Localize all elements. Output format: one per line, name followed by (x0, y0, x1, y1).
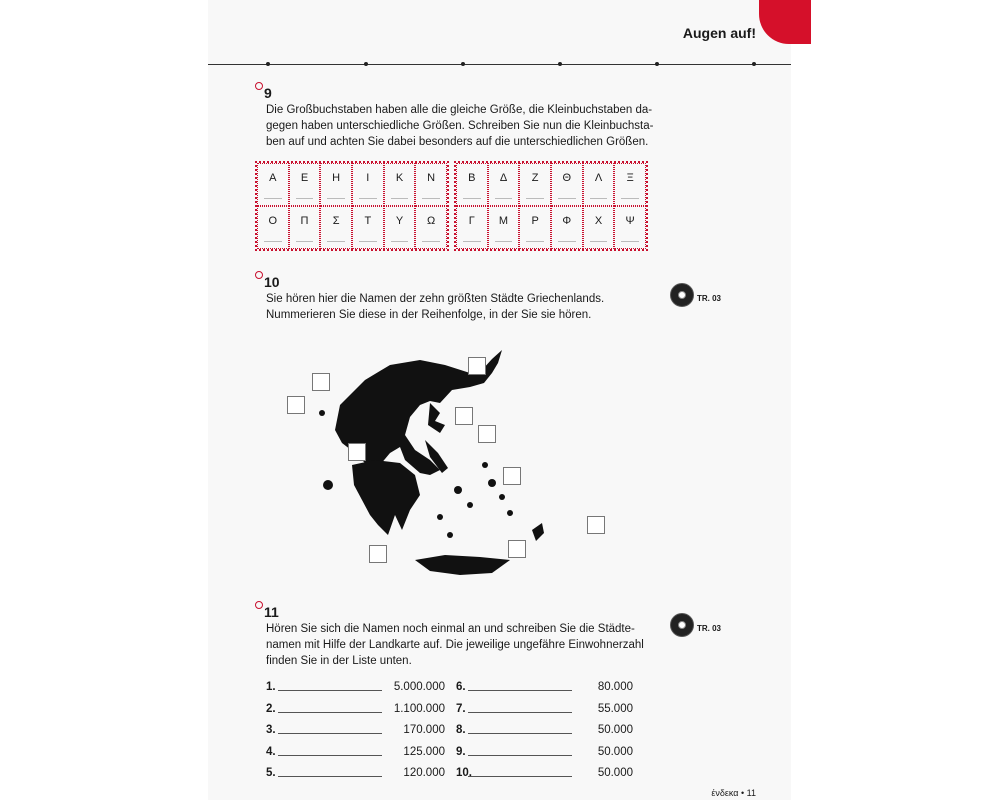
letter-cell[interactable] (614, 163, 646, 206)
instruction-line: finden Sie in der Liste unten. (266, 655, 412, 667)
letter-cell[interactable] (583, 163, 615, 206)
uppercase-letter: Ψ (625, 215, 635, 227)
instruction-line: Nummerieren Sie diese in der Reihenfolge, in der Sie sie hören. (266, 309, 592, 321)
uppercase-letter: Π (300, 215, 309, 227)
island (499, 494, 505, 500)
exercise-11-instructions (266, 621, 644, 669)
island (454, 486, 462, 494)
list-number: 6. (456, 681, 466, 693)
island (323, 480, 333, 490)
uppercase-letter: Θ (562, 172, 572, 184)
rule-dot (266, 62, 270, 66)
uppercase-letter: Σ (332, 215, 340, 227)
rule-dot (752, 62, 756, 66)
page-footer: ένδεκα • 11 (711, 788, 756, 798)
uppercase-letter: Κ (395, 172, 404, 184)
answer-line[interactable] (468, 733, 572, 734)
uppercase-letter: Ν (427, 172, 436, 184)
city-number-box[interactable] (455, 407, 473, 425)
letter-cell[interactable] (519, 206, 551, 249)
uppercase-letter: Ω (427, 215, 436, 227)
uppercase-letter: Ι (366, 172, 370, 184)
exercise-9-number: 9 (264, 85, 272, 101)
island (437, 514, 443, 520)
answer-line[interactable] (468, 712, 572, 713)
list-number: 1. (266, 681, 276, 693)
population-value: 55.000 (597, 702, 633, 715)
rhodes (532, 523, 544, 541)
list-number: 4. (266, 745, 276, 758)
island (482, 462, 488, 468)
city-number-box[interactable] (503, 467, 521, 485)
answer-line[interactable] (278, 776, 382, 777)
answer-line[interactable] (278, 690, 382, 691)
uppercase-letter: Γ (468, 215, 475, 227)
letter-cell[interactable] (352, 206, 384, 249)
uppercase-letter: Μ (498, 215, 509, 227)
letter-cell[interactable] (551, 163, 583, 206)
exercise-marker (255, 271, 263, 279)
rule-dot (364, 62, 368, 66)
city-number-box[interactable] (587, 516, 605, 534)
population-value: 50.000 (597, 767, 633, 779)
city-number-box[interactable] (369, 545, 387, 563)
uppercase-letter: Δ (499, 172, 508, 184)
list-number: 5. (266, 767, 276, 779)
audio-cd-icon[interactable] (670, 283, 694, 307)
letter-cell[interactable] (614, 206, 646, 249)
letter-cell[interactable] (456, 206, 488, 249)
population-value: 120.000 (403, 767, 445, 779)
city-number-box[interactable] (287, 396, 305, 414)
instruction-line: Hören Sie sich die Namen noch einmal an und schreiben Sie die Städte- (266, 623, 635, 635)
header-rule (208, 64, 791, 65)
population-value: 5.000.000 (393, 681, 445, 693)
letter-cell[interactable] (415, 163, 447, 206)
population-value: 50.000 (597, 724, 633, 736)
uppercase-letter: Ρ (531, 215, 539, 227)
rule-dot (655, 62, 659, 66)
letter-cell[interactable] (289, 206, 321, 249)
list-number: 7. (456, 702, 466, 715)
chalkidiki (428, 403, 445, 433)
uppercase-letter: Ξ (626, 172, 634, 184)
list-number: 9. (456, 745, 466, 758)
letter-cell[interactable] (257, 206, 289, 249)
uppercase-letter: Α (269, 172, 277, 184)
letter-cell[interactable] (488, 206, 520, 249)
island (319, 410, 325, 416)
uppercase-letter: Ο (268, 215, 278, 227)
answer-line[interactable] (278, 733, 382, 734)
city-number-box[interactable] (348, 443, 366, 461)
island (467, 502, 473, 508)
letter-cell[interactable] (289, 163, 321, 206)
instruction-line: Die Großbuchstaben haben alle die gleiche Größe, die Kleinbuchstaben da- (266, 104, 653, 116)
track-label: TR. 03 (697, 294, 722, 303)
exercise-10-instructions (266, 291, 604, 323)
uppercase-letter: Η (332, 172, 341, 184)
answer-line[interactable] (468, 776, 572, 777)
letter-cell[interactable] (257, 163, 289, 206)
letter-cell[interactable] (551, 206, 583, 249)
letter-grid-left (255, 161, 449, 251)
instruction-line: namen mit Hilfe der Landkarte auf. Die jeweilige ungefähre Einwohnerzahl (266, 639, 644, 651)
rule-dot (558, 62, 562, 66)
population-value: 50.000 (597, 745, 633, 758)
city-number-box[interactable] (312, 373, 330, 391)
list-number: 3. (266, 724, 276, 736)
letter-cell[interactable] (384, 206, 416, 249)
letter-cell[interactable] (583, 206, 615, 249)
instruction-line: ben auf und achten Sie dabei besonders auf die unterschiedlichen Größen. (266, 136, 649, 148)
city-number-box[interactable] (468, 357, 486, 375)
answer-line[interactable] (278, 755, 382, 756)
city-number-box[interactable] (478, 425, 496, 443)
instruction-line: Sie hören hier die Namen der zehn größten Städte Griechenlands. (266, 293, 605, 305)
uppercase-letter: Υ (395, 215, 404, 227)
letter-cell[interactable] (384, 163, 416, 206)
island (507, 510, 513, 516)
exercise-11-number: 11 (264, 604, 279, 620)
letter-cell[interactable] (320, 163, 352, 206)
list-number: 2. (266, 702, 276, 715)
uppercase-letter: Τ (364, 215, 372, 227)
uppercase-letter: Λ (594, 172, 603, 184)
city-number-box[interactable] (508, 540, 526, 558)
list-number: 10. (456, 767, 472, 779)
exercise-10-number: 10 (264, 274, 280, 290)
uppercase-letter: Φ (562, 215, 572, 227)
uppercase-letter: Β (468, 172, 476, 184)
page-header-title: Augen auf! (682, 25, 756, 41)
population-value: 80.000 (597, 681, 633, 693)
population-value: 125.000 (403, 745, 445, 758)
letter-cell[interactable] (352, 163, 384, 206)
uppercase-letter: Χ (594, 215, 603, 227)
track-label: TR. 03 (697, 624, 722, 633)
exercise-marker (255, 601, 263, 609)
population-value: 1.100.000 (393, 702, 445, 715)
letter-cell[interactable] (456, 163, 488, 206)
answer-line[interactable] (468, 690, 572, 691)
population-value: 170.000 (403, 724, 445, 736)
letter-cell[interactable] (320, 206, 352, 249)
instruction-line: gegen haben unterschiedliche Größen. Schreiben Sie nun die Kleinbuchsta- (266, 120, 654, 132)
island (447, 532, 453, 538)
rule-dot (461, 62, 465, 66)
island (488, 479, 496, 487)
audio-cd-icon[interactable] (670, 613, 694, 637)
answer-line[interactable] (278, 712, 382, 713)
letter-grid-right (454, 161, 648, 251)
exercise-marker (255, 82, 263, 90)
letter-cell[interactable] (415, 206, 447, 249)
letter-cell[interactable] (488, 163, 520, 206)
crete (415, 555, 510, 575)
list-number: 8. (456, 724, 466, 736)
peloponnese (352, 460, 420, 535)
letter-cell[interactable] (519, 163, 551, 206)
answer-line[interactable] (468, 755, 572, 756)
uppercase-letter: Ε (300, 172, 309, 184)
exercise-9-instructions (266, 102, 653, 150)
uppercase-letter: Ζ (531, 172, 539, 184)
